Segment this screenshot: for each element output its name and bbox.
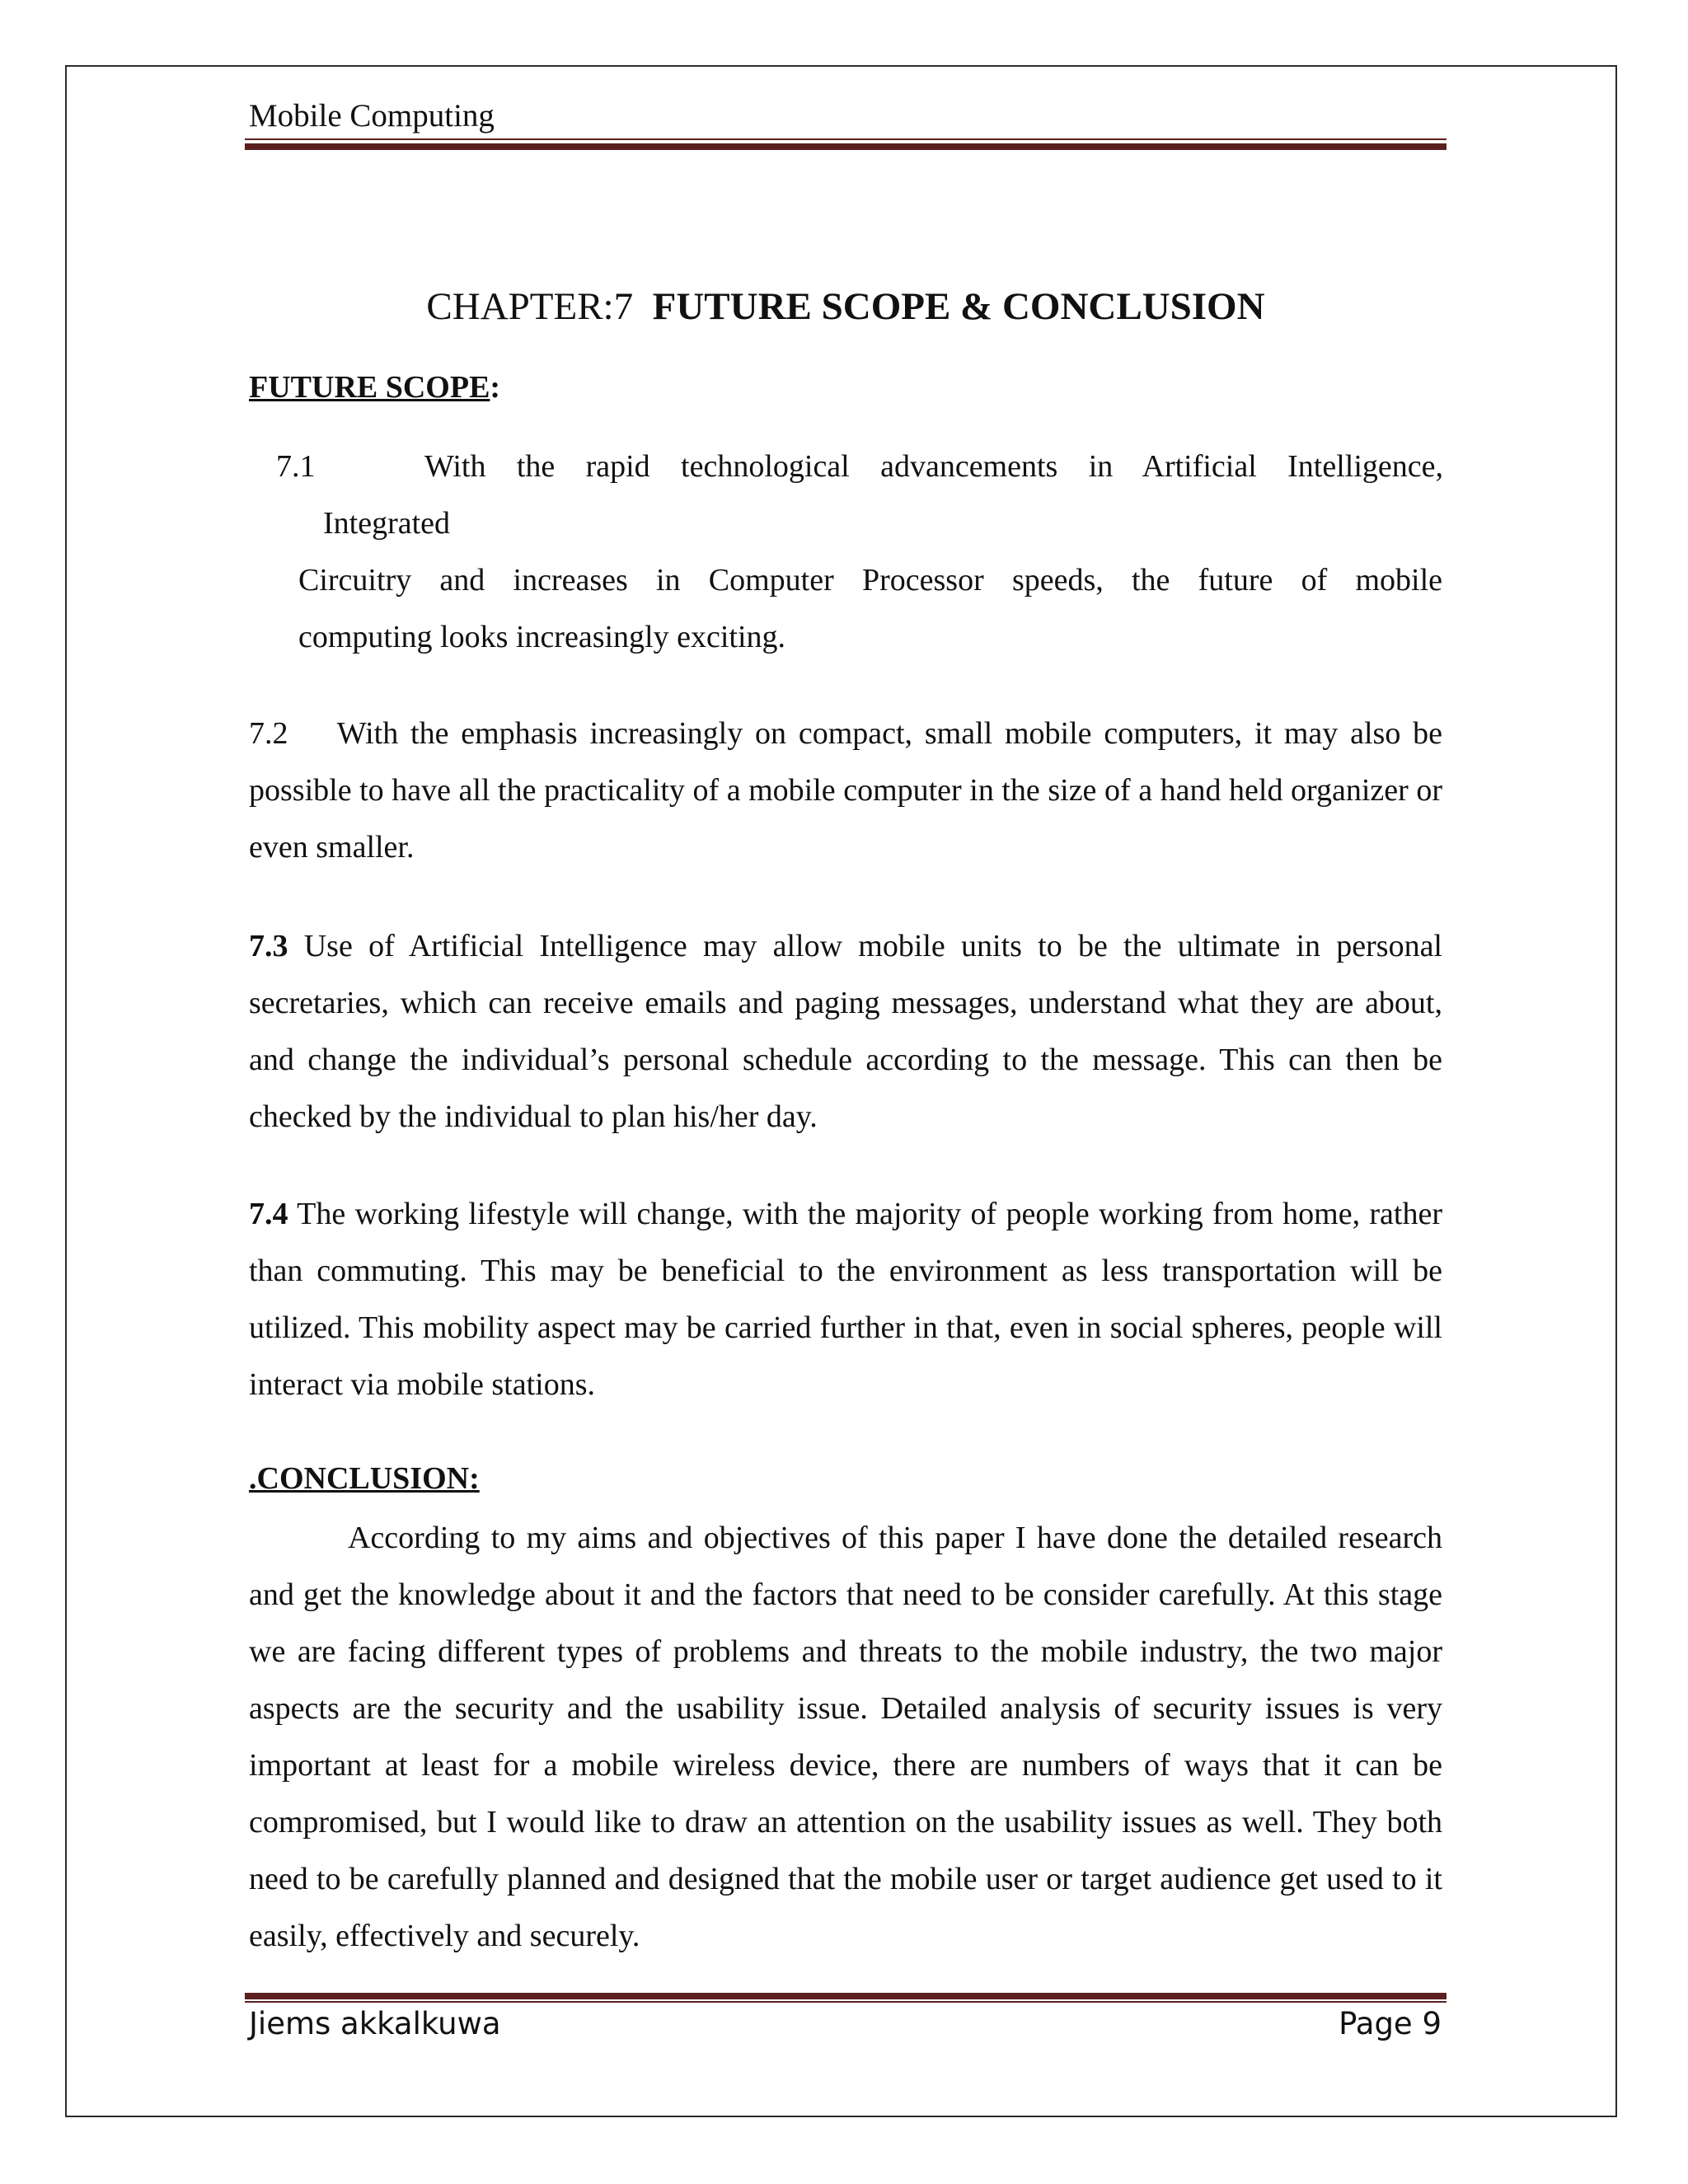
footer-rule-thin [245, 2001, 1447, 2003]
item-7-3-text: Use of Artificial Intelligence may allow mobile units to be the ultimate in personal secretaries, which can receive emails and paging messages, understand what they are about, and change the individual’s personal schedule according to the message. This can then be checked by the individual to plan his/her day. [249, 929, 1442, 1134]
item-7-3-number: 7.3 [249, 929, 288, 963]
header-rule-thick [245, 143, 1447, 150]
item-7-4-number: 7.4 [249, 1197, 288, 1231]
conclusion-paragraph: According to my aims and objectives of this paper I have done the detailed research and get the knowledge about it and the factors that need to be consider carefully. At this stage we are facing different types of problems and threats to the mobile industry, the two major aspects are the security and the usability issue. Detailed analysis of security issues is very important at least for a mobile wireless device, there are numbers of ways that it can be compromised, but I would like to draw an attention on the usability issues as well. They both need to be carefully planned and designed that the mobile user or target audience get used to it easily, effectively and securely. [249, 1521, 1442, 1953]
future-scope-heading-text: FUTURE SCOPE [249, 370, 490, 405]
item-7-4 [249, 1186, 1442, 1413]
item-7-1-number: 7.1 [276, 449, 316, 484]
footer-institution: Jiems akkalkuwa [249, 2006, 501, 2041]
header-rule-thin [245, 138, 1447, 140]
item-7-2 [249, 705, 1442, 876]
chapter-name: FUTURE SCOPE & CONCLUSION [652, 285, 1265, 328]
future-scope-heading-colon: : [490, 370, 501, 405]
item-7-1-line2: Integrated [323, 506, 451, 541]
chapter-prefix: CHAPTER:7 [426, 285, 634, 328]
item-7-1-line4: computing looks increasingly exciting. [298, 620, 786, 654]
item-7-1-first-line [276, 438, 1443, 495]
conclusion-heading [249, 1460, 480, 1497]
footer-rule-thick [245, 1993, 1447, 1999]
item-7-4-text: The working lifestyle will change, with the majority of people working from home, rather than commuting. This may be beneficial to the environment as less transportation will be utilized. This mobility aspect may be carried further in that, even in social spheres, people will interact via mobile stations. [249, 1197, 1442, 1402]
conclusion-heading-text: .CONCLUSION: [249, 1461, 480, 1496]
footer-page-number: Page 9 [1339, 2006, 1442, 2041]
item-7-1-line1: With the rapid technological advancements in Artificial Intelligence, [424, 449, 1443, 484]
item-7-2-text: With the emphasis increasingly on compact, small mobile computers, it may also be possible to have all the practicality of a mobile computer in the size of a hand held organizer or even smaller. [249, 716, 1442, 865]
chapter-title [249, 284, 1442, 329]
running-header: Mobile Computing [249, 98, 495, 134]
item-7-2-number: 7.2 [249, 716, 288, 751]
future-scope-heading [249, 369, 500, 405]
item-7-1-line3: Circuitry and increases in Computer Processor speeds, the future of mobile [298, 563, 1442, 598]
item-7-3 [249, 918, 1442, 1146]
